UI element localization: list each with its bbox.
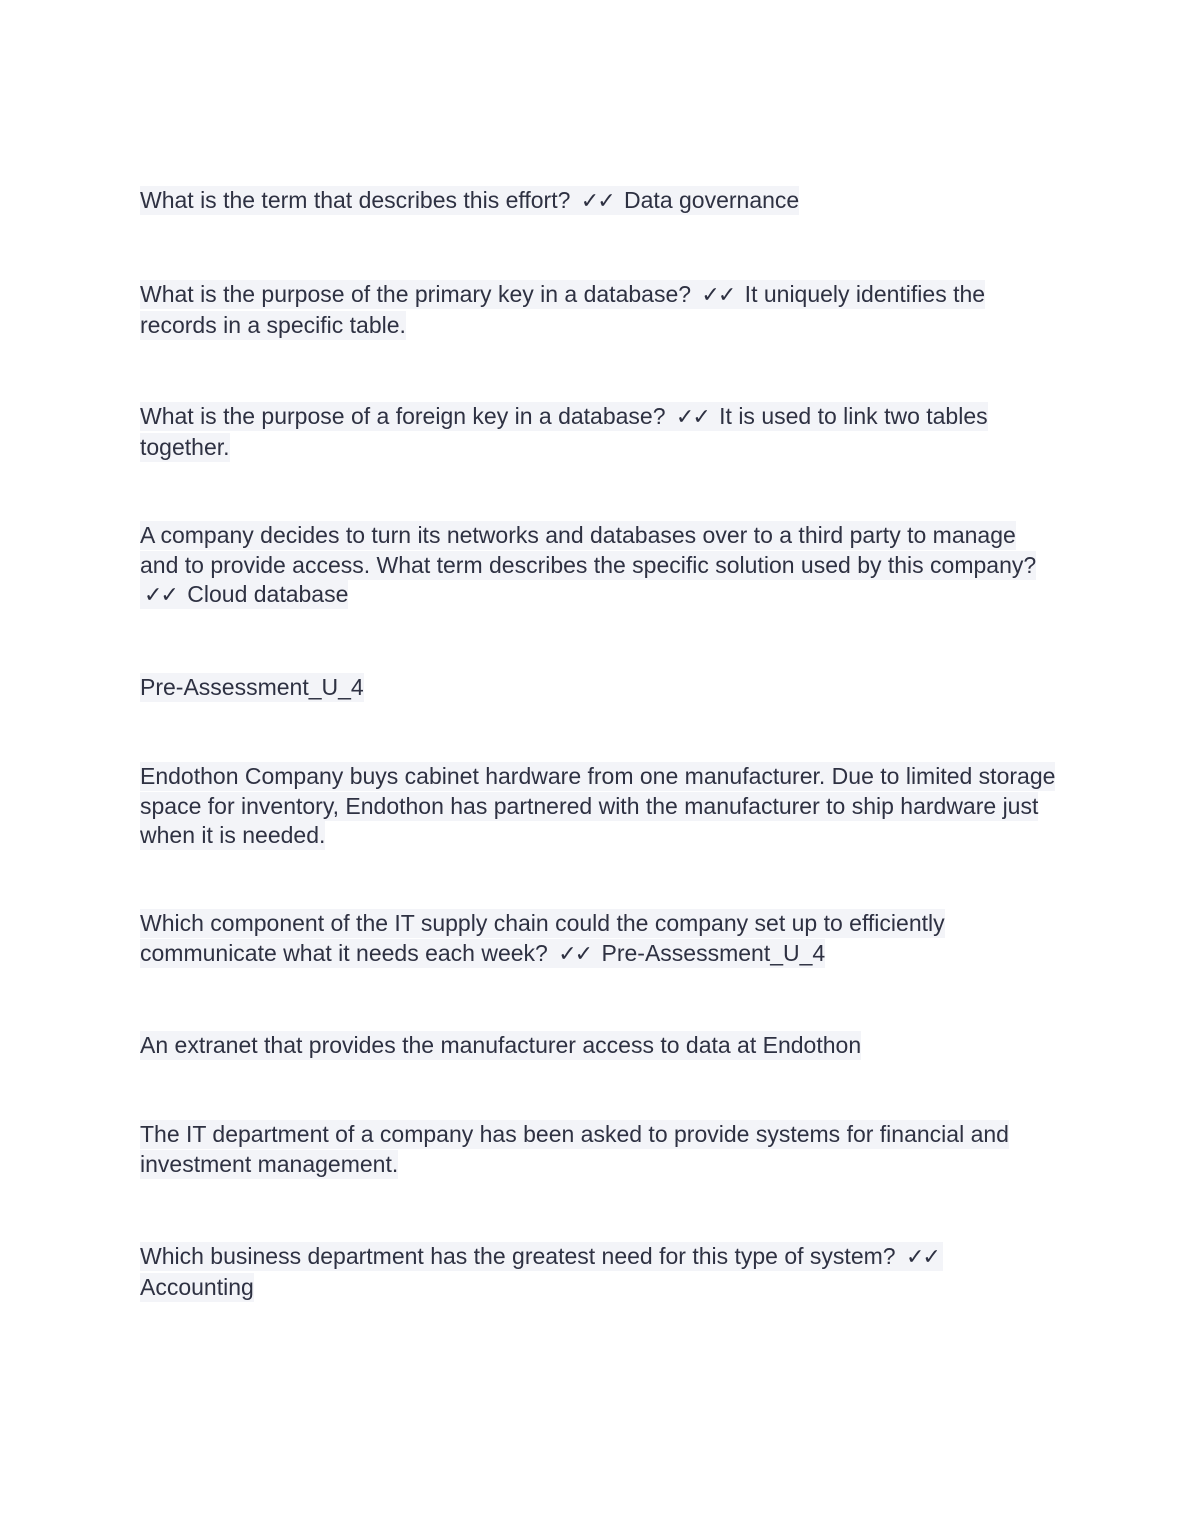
question-text: What is the term that describes this effort? xyxy=(140,187,577,213)
qa-primary-key xyxy=(140,280,1060,340)
scenario-text: The IT department of a company has been asked to provide systems for financial and investment management. xyxy=(140,1121,1009,1177)
qa-data-governance xyxy=(140,186,1060,217)
double-check-icon: ✓✓ xyxy=(580,189,614,214)
question-text: A company decides to turn its networks and databases over to a third party to manage and to provide access. What term describes the specific solution used by this company? xyxy=(140,522,1037,578)
scenario-endothon xyxy=(140,762,1060,851)
question-text: What is the purpose of a foreign key in a database? xyxy=(140,403,672,429)
double-check-icon: ✓✓ xyxy=(558,941,592,967)
answer-text: Cloud database xyxy=(180,581,349,607)
answer-text: Pre-Assessment_U_4 xyxy=(595,939,826,966)
qa-supply-chain xyxy=(140,909,1060,969)
section-label xyxy=(140,673,1060,703)
answer-text: It is used to link two tables together. xyxy=(140,403,988,460)
qa-cloud-database xyxy=(140,521,1060,611)
question-text: Which component of the IT supply chain could the company set up to efficiently communicate what it needs each week? xyxy=(140,910,945,966)
scenario-it-department xyxy=(140,1120,1060,1179)
double-check-icon: ✓✓ xyxy=(144,583,177,608)
question-text: What is the purpose of the primary key in a database? xyxy=(140,281,698,307)
answer-text: It uniquely identifies the records in a specific table. xyxy=(140,281,986,338)
answer-text: Data governance xyxy=(617,187,800,213)
qa-accounting xyxy=(140,1242,1060,1302)
answer-text: Accounting xyxy=(140,1273,254,1300)
double-check-icon: ✓✓ xyxy=(701,283,735,308)
answer-extranet xyxy=(140,1031,1060,1061)
section-label-text: Pre-Assessment_U_4 xyxy=(140,674,364,700)
qa-foreign-key xyxy=(140,402,1060,462)
scenario-text: Endothon Company buys cabinet hardware from one manufacturer. Due to limited storage space for inventory, Endothon has partnered with the manufacturer to ship hardware just when it is needed. xyxy=(140,763,1056,848)
question-text: Which business department has the greatest need for this type of system? xyxy=(140,1243,902,1269)
double-check-icon: ✓✓ xyxy=(675,405,709,430)
answer-extranet-text: An extranet that provides the manufacturer access to data at Endothon xyxy=(140,1032,862,1058)
double-check-icon: ✓✓ xyxy=(905,1245,939,1270)
